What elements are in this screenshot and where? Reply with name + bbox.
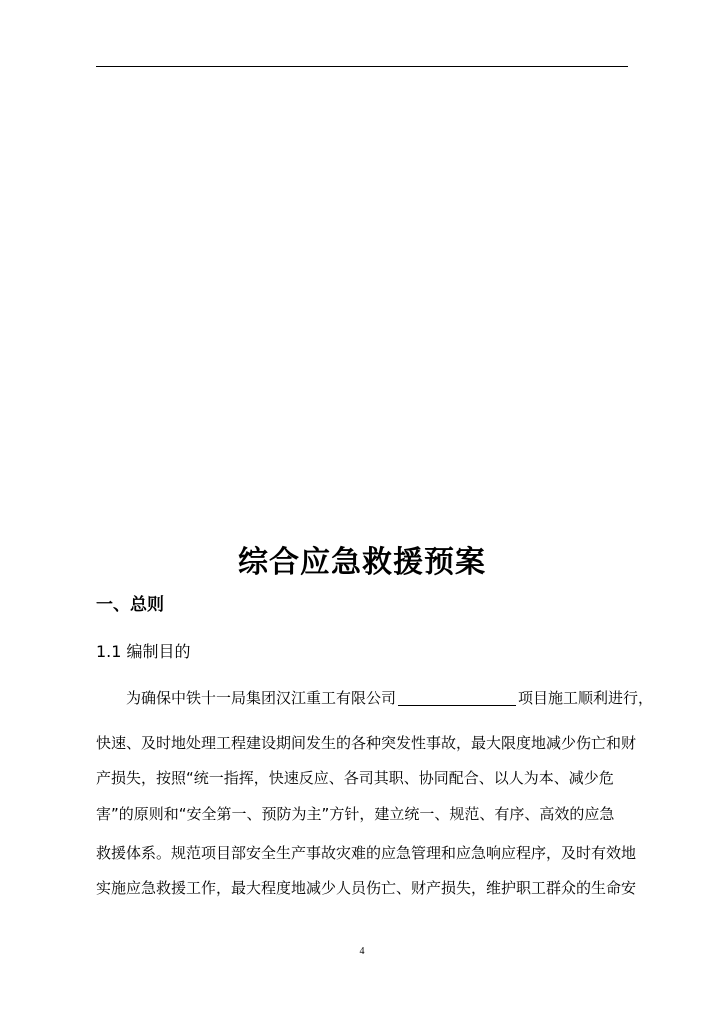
paragraph-line-6: 实施应急救援工作，最大程度地减少人员伤亡、财产损失，维护职工群众的生命安 xyxy=(96,879,637,897)
document-title: 综合应急救援预案 xyxy=(238,545,486,580)
fill-in-blank xyxy=(398,689,516,706)
paragraph-line-2: 快速、及时地处理工程建设期间发生的各种突发性事故，最大限度地减少伤亡和财 xyxy=(96,734,637,752)
paragraph-line-1 xyxy=(126,686,654,710)
section-heading-general: 一、总则 xyxy=(96,595,164,615)
paragraph-line-5: 救援体系。规范项目部安全生产事故灾难的应急管理和应急响应程序，及时有效地 xyxy=(96,844,637,862)
header-rule xyxy=(96,66,628,67)
subsection-heading-purpose: 1.1 编制目的 xyxy=(96,642,191,661)
paragraph-text-before-blank: 为确保中铁十一局集团汉江重工有限公司 xyxy=(126,689,397,707)
paragraph-text-after-blank: 项目施工顺利进行， xyxy=(518,689,654,707)
page-number: 4 xyxy=(359,946,365,957)
paragraph-line-3: 产损失，按照“统一指挥，快速反应、各司其职、协同配合、以人为本、减少危 xyxy=(96,769,614,787)
paragraph-line-4: 害”的原则和“安全第一、预防为主”方针，建立统一、规范、有序、高效的应急 xyxy=(96,805,615,823)
